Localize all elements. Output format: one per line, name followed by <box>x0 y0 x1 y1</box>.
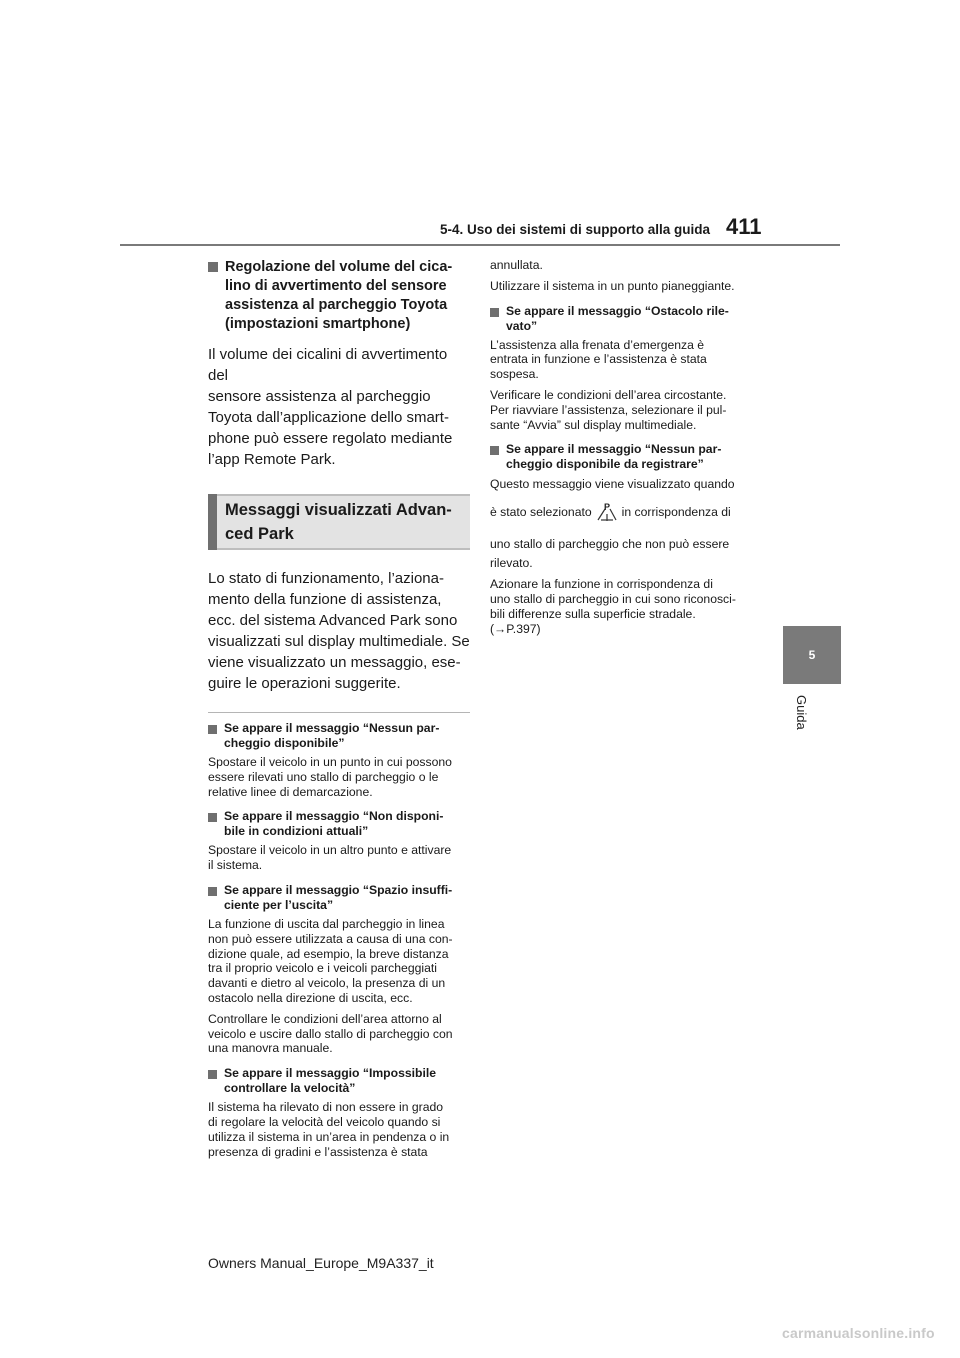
svg-text:P: P <box>603 502 610 513</box>
continued-text: Utilizzare il sistema in un punto pianeggiante. <box>490 278 735 293</box>
text-line: entrata in funzione e l’assistenza è stata <box>490 352 707 367</box>
message-body <box>490 476 752 571</box>
text-line: sospesa. <box>490 367 539 382</box>
text-line: essere rilevati uno stallo di parcheggio o le <box>208 769 439 784</box>
text-line: una manovra manuale. <box>208 1041 333 1056</box>
message-heading <box>208 809 470 839</box>
text-line: sensore assistenza al parcheggio <box>208 388 431 405</box>
footer-text: Owners Manual_Europe_M9A337_it <box>208 1255 434 1271</box>
text-fragment: è stato selezionato <box>490 505 592 520</box>
heading-bullet-icon <box>208 1070 217 1079</box>
section-intro <box>208 568 470 694</box>
message-body <box>208 843 470 873</box>
text-line: visualizzati sul display multimediale. Se <box>208 633 470 650</box>
text-line: Il volume dei cicalini di avvertimento del <box>208 346 448 384</box>
heading-line: Se appare il messaggio “Nessun par- <box>224 721 440 735</box>
message-body <box>490 338 752 382</box>
chapter-tab[interactable]: 5 <box>783 626 841 684</box>
text-line: Il sistema ha rilevato di non essere in grado <box>208 1100 444 1115</box>
heading-bullet-icon <box>208 813 217 822</box>
text-line: il sistema. <box>208 858 263 873</box>
text-line: bili differenze sulla superficie stradale. <box>490 606 696 621</box>
message-body <box>490 577 752 636</box>
text-line: veicolo e uscire dallo stallo di parcheggio con <box>208 1026 453 1041</box>
text-line: di regolare la velocità del veicolo quando si <box>208 1114 441 1129</box>
text-line: mento della funzione di assistenza, <box>208 591 442 608</box>
heading-line: lino di avvertimento del sensore <box>225 278 447 294</box>
message-body <box>208 917 470 1006</box>
heading-bullet-icon <box>208 725 217 734</box>
heading-line: cheggio disponibile” <box>224 736 345 750</box>
heading-line: (impostazioni smartphone) <box>225 316 411 332</box>
text-line: relative linee di demarcazione. <box>208 784 373 799</box>
heading-line: Se appare il messaggio “Ostacolo rile- <box>506 303 729 318</box>
heading-line: vato” <box>506 318 538 333</box>
chapter-label: Guida <box>794 695 809 730</box>
message-heading <box>208 883 470 913</box>
text-line: Verificare le condizioni dell’area circostante. <box>490 387 727 402</box>
text-line: Azionare la funzione in corrispondenza di <box>490 577 713 592</box>
text-line: phone può essere regolato mediante <box>208 430 453 447</box>
heading-line: bile in condizioni attuali” <box>224 824 369 839</box>
text-line: Controllare le condizioni dell’area attorno al <box>208 1011 442 1026</box>
text-line: uno stallo di parcheggio in cui sono riconosci- <box>490 592 736 607</box>
heading-line: Se appare il messaggio “Spazio insuffi- <box>224 882 453 897</box>
heading-line: Se appare il messaggio “Non disponi- <box>224 809 444 824</box>
message-body <box>208 1012 470 1056</box>
text-line: Toyota dall’applicazione dello smart- <box>208 409 449 426</box>
text-line: tra il proprio veicolo e i veicoli parcheggiati <box>208 961 437 976</box>
heading-line: Se appare il messaggio “Impossibile <box>224 1066 437 1081</box>
text-fragment: in corrispondenza di <box>621 505 731 520</box>
message-heading <box>490 304 752 334</box>
text-line: Per riavviare l’assistenza, selezionare il pul- <box>490 402 727 417</box>
parking-memory-icon <box>596 502 618 526</box>
section-title-line: ced Park <box>225 525 294 543</box>
header-rule <box>120 244 840 246</box>
message-heading <box>490 442 752 472</box>
heading-line: cheggio disponibile da registrare” <box>506 457 704 472</box>
message-body <box>490 388 752 432</box>
text-line: Questo messaggio viene visualizzato quando <box>490 477 735 492</box>
text-line: Spostare il veicolo in un punto in cui possono <box>208 755 452 769</box>
text-line: uno stallo di parcheggio che non può essere <box>490 537 730 552</box>
running-header: 5-4. Uso dei sistemi di supporto alla guida <box>440 222 711 237</box>
heading-line: Se appare il messaggio “Nessun par- <box>506 442 722 457</box>
heading-line: Regolazione del volume del cica- <box>225 259 453 275</box>
section-accent-bar <box>208 494 217 550</box>
settings-heading <box>208 258 470 334</box>
heading-line: assistenza al parcheggio Toyota <box>225 297 448 313</box>
message-heading <box>208 721 470 751</box>
text-line-with-icon <box>490 502 752 526</box>
message-body <box>208 1100 470 1159</box>
watermark: carmanualsonline.info <box>782 1325 935 1341</box>
text-line: l’app Remote Park. <box>208 451 336 468</box>
heading-bullet-icon <box>490 308 499 317</box>
section-title-box <box>208 494 470 550</box>
section-title <box>225 498 464 546</box>
divider <box>208 712 470 713</box>
heading-bullet-icon <box>208 262 218 272</box>
heading-line: controllare la velocità” <box>224 1081 356 1096</box>
text-line: ecc. del sistema Advanced Park sono <box>208 612 458 629</box>
page-number: 411 <box>726 214 762 239</box>
message-body <box>208 755 470 799</box>
text-line: La funzione di uscita dal parcheggio in linea <box>208 916 445 931</box>
text-line: dizione quale, ad esempio, la breve distanza <box>208 946 449 961</box>
text-line: utilizza il sistema in un’area in pendenza o in <box>208 1129 450 1144</box>
heading-line: ciente per l’uscita” <box>224 897 334 912</box>
text-line: non può essere utilizzata a causa di una con- <box>208 931 453 946</box>
continued-text: annullata. <box>490 258 543 272</box>
text-line: davanti e dietro al veicolo, la presenza di un <box>208 976 446 991</box>
page-reference-link[interactable]: (→P.397) <box>490 621 541 636</box>
left-column <box>208 258 470 1165</box>
text-line: sante “Avvia” sul display multimediale. <box>490 417 697 432</box>
text-line: L’assistenza alla frenata d’emergenza è <box>490 337 705 352</box>
text-line: Spostare il veicolo in un altro punto e attivare <box>208 843 452 858</box>
message-heading <box>208 1066 470 1096</box>
text-line: Lo stato di funzionamento, l’aziona- <box>208 570 444 587</box>
heading-bullet-icon <box>490 446 499 455</box>
right-column <box>490 258 752 643</box>
text-line: guire le operazioni suggerite. <box>208 675 401 692</box>
section-title-line: Messaggi visualizzati Advan- <box>225 501 452 519</box>
text-line: rilevato. <box>490 556 533 571</box>
text-line: ostacolo nella direzione di uscita, ecc. <box>208 990 413 1005</box>
text-line: viene visualizzato un messaggio, ese- <box>208 654 461 671</box>
settings-paragraph <box>208 344 470 470</box>
text-line: presenza di gradini e l’assistenza è stata <box>208 1144 428 1159</box>
heading-bullet-icon <box>208 887 217 896</box>
